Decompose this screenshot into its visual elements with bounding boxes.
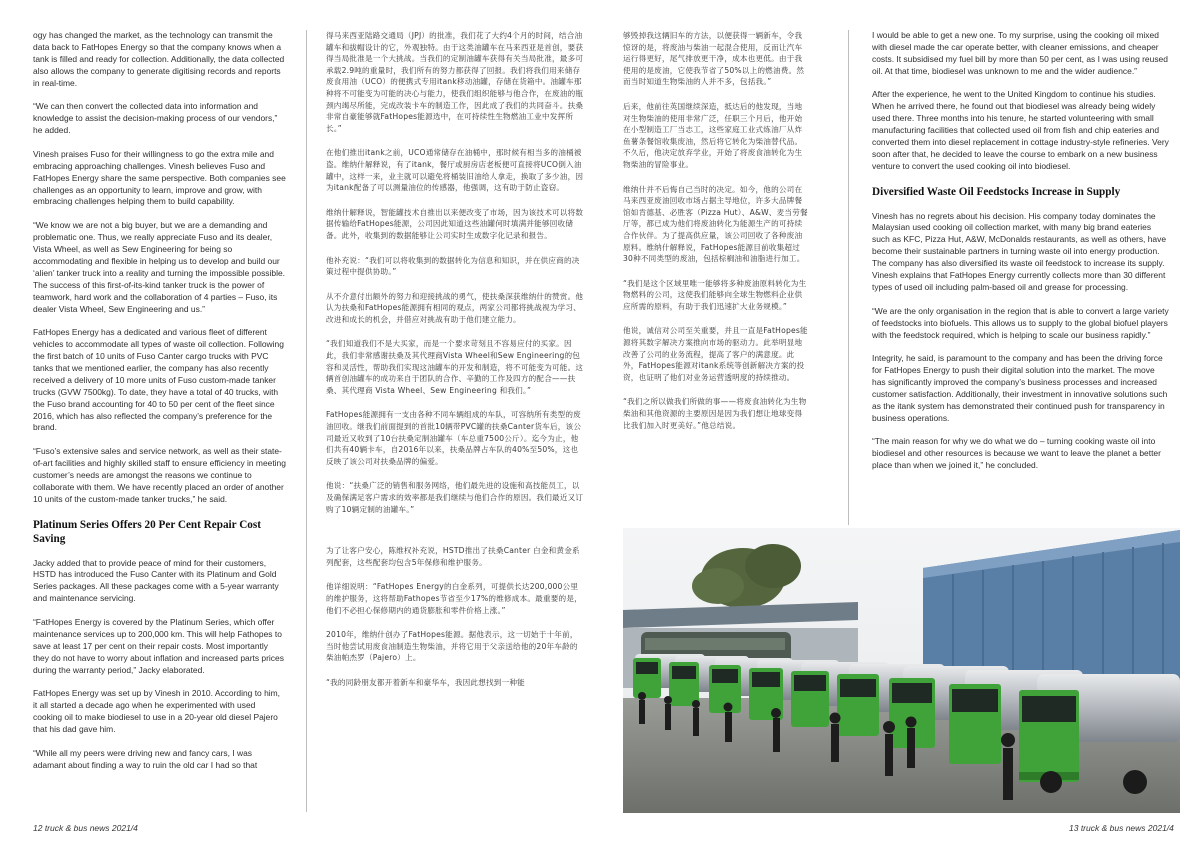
- paragraph: 得马来西亚陆路交通局（JPJ）的批准，我们花了大约4个月的时间，结合油罐车和拔帽设计的它，外观独特。由于这类油罐车在马来西亚是首创，要获得当局批准是一个大挑战。当我们的定制油罐车获得有关当局批准，最多可承载2.9吨的重量时，我们所有的努力都获得了回报。我们将我们用来储存废食用油（UCO）的便携式专用itank移动油罐，存储在货箱中。油罐车那种将不可能变为可能的决心与能力，使我们组织能够与他合作，在废油的瓶颈内竭尽所能，完成改装卡车的制造工作，因此成了我们的共同奋斗。扶桑非常自豪能够就FatHopes能源选中，在可持续性生物燃油工业中发挥所长。”: [326, 31, 584, 133]
- page-footer-right: 13 truck & bus news 2021/4: [1069, 823, 1174, 833]
- column-divider: [306, 30, 307, 812]
- section-heading: Platinum Series Offers 20 Per Cent Repair Cost Saving: [33, 518, 261, 545]
- chinese-column-right: [623, 30, 810, 430]
- paragraph: Integrity, he said, is paramount to the company and has been the driving force for FatHopes Energy to push their digital solution into the market. The move has significantly improved the company’s business processes and increased customer satisfaction. Additionally, their investment in innovative solutions such as the itank system has demonstrated their continued push for transparency in business operations.: [872, 353, 1168, 423]
- paragraph: FatHopes Energy has a dedicated and various fleet of different vehicles to accommodate all types of waste oil collection. Following the first batch of 10 units of Fuso Canter cargo trucks with PVC tanks that we mentioned earlier, the company has also recently received a delivery of 10 more units of Fuso custom-made tanker trucks (GVW 7500kg). To date, they have a total of 40 trucks, with the Fuso brand accounting for 40 to 50 per cent of the fleet since 2016, which has also reflected the company’s preference for the brand.: [33, 327, 284, 433]
- paragraph: 2010年，维纳什创办了FatHopes能源。据他表示，这一切始于十年前，当时他尝试用废食油制造生物柴油，并将它用于父亲送给他的20年车龄的柴油帕杰罗（Pajero）上。: [326, 630, 578, 663]
- truck-fleet-photo: [623, 528, 1180, 813]
- paragraph: “The main reason for why we do what we do – turning cooking waste oil into biodiesel and other resources is because we want to leave the planet a better place than when we joined it,” he concluded.: [872, 436, 1161, 471]
- paragraph: 他说：“扶桑广泛的销售和服务网络，他们最先进的设施和高技能员工，以及确保满足客户需求的效率都是我们继续与他们合作的原因。我们最近又订购了10辆定制的油罐车。”: [326, 481, 584, 514]
- paragraph: 维纳什并不后悔自己当时的决定。如今，他的公司在马来西亚废油回收市场占据主导地位，许多大品牌餐馆如肯德基、必胜客（Pizza Hut）、A&W、麦当劳餐厅等，都已成为他们将废油转化为能源生产的可持续合作伙伴。为了提高供应量，该公司回收了各种废油原料。维纳什解释说，FatHopes能源目前收集超过30种不同类型的废油，包括棕榈油和油脂进行加工。: [623, 184, 808, 264]
- english-column-left: [33, 30, 286, 820]
- paragraph: 后来，他前往英国继续深造，抵达后的他发现，当地对生物柴油的使用非常广泛，任职三个月后，他开始在小型制造工厂当志工，这些家庭工业式炼油厂从炸鱼薯条餐馆收集废油，然后将它转化为柴油替代品。不久后，他决定放弃学业，开始了将废食油转化为生物柴油的冒险事业。: [623, 101, 803, 169]
- paragraph: “While all my peers were driving new and fancy cars, I was adamant about finding a way to ruin the old car I had so that: [33, 747, 258, 770]
- paragraph: Jacky added that to provide peace of mind for their customers, HSTD has introduced the Fuso Canter with its Platinum and Gold Series packages. All these packages come with a 5-year warranty and maintenance servicing.: [33, 557, 279, 604]
- paragraph: 在他们推出itank之前，UCO通常储存在油桶中，那时候有相当多的油桶被盗。维纳什解释说，有了itank，餐厅或厨房店老板便可直接将UCO倒入油罐中，这样一来，业主就可以避免将桶装旧油给人拿走，换取了多少油，因为itank配备了可以测量油位的传感器，他强调，这有助于防止盗窃。: [326, 148, 584, 193]
- paragraph: “我们知道我们不是大买家，而是一个要求苛刻且不容易应付的买家。因此，我们非常感谢扶桑及其代理商Vista Wheel和Sew Engineering的包容和灵活性，帮助我们实现这油罐车的开发和制造，将不可能变为可能。这辆首创油罐车的成功来自于团队的合作、辛勤的工作及四方的配合——扶桑、其代理商 Vista Wheel、Sew Engineering 和我们。”: [326, 339, 584, 395]
- chinese-column-left: [326, 30, 584, 820]
- paragraph: “We know we are not a big buyer, but we are a demanding and problematic one. Thus, we really appreciate Fuso and its dealer, Vista Wheel, as well as Sew Engineering for being so accommodating and flexible in helping us to develop and build our ‘alien’ tanker truck into a reality and turning the impossible possible. The success of this first-of-its-kind tanker truck is the power of teamwork, hard work and the collaboration of 4 parties – Fuso, its dealer Vista Wheel, Sew Engineering and us.”: [33, 220, 286, 314]
- section-heading: Diversified Waste Oil Feedstocks Increase in Supply: [872, 185, 1121, 198]
- paragraph: After the experience, he went to the United Kingdom to continue his studies. When he arrived there, he found out that biodiesel was already being widely used there. Three months into his tenure, he started volunteering with small manufacturing facilities that collected used oil from fish and chip eateries and converted them into diesel replacement in cottage industry-style refineries. Very soon after that, he decided to leave the course to embark on a new business venture to convert the used cooking oil into biodiesel.: [872, 89, 1169, 171]
- english-column-right: [872, 30, 1169, 540]
- paragraph: “我的同龄朋友都开着新车和豪华车，我因此想找到一种能: [326, 677, 525, 687]
- paragraph: 他补充说：“我们可以将收集到的数据转化为信息和知识，并在供应商的决策过程中提供协助。”: [326, 255, 580, 277]
- page-footer-left: 12 truck & bus news 2021/4: [33, 823, 138, 833]
- paragraph: Vinesh has no regrets about his decision. His company today dominates the Malaysian used cooking oil collection market, with many big brand eateries such as KFC, Pizza Hut, A&W, McDonalds restaurants, as well as others, have become their sustainable partners in turning waste oil into energy production. The company has also diversified its waste oil feedstock to increase its supply. Vinesh explains that FatHopes Energy currently collects more than 30 different types of used oil including palm-based oil and grease for processing.: [872, 210, 1167, 292]
- paragraph: FatHopes能源拥有一支由各种不同车辆组成的车队，可容纳所有类型的废油回收。继我们前面提到的首批10辆带PVC罐的扶桑Canter货车后，该公司最近又收到了10台扶桑定制油罐车（车总重7500公斤）。迄今为止，他们共有40辆卡车，自2016年以来，扶桑品牌占车队的40%至50%，这也反映了该公司对扶桑品牌的偏爱。: [326, 410, 582, 466]
- paragraph: “我们是这个区域里唯一能够将多种废油原料转化为生物燃料的公司，这使我们能够向全球生物燃料企业供应所需的原料，有助于我们迅速扩大业务规模。”: [623, 278, 807, 311]
- paragraph: “Fuso’s extensive sales and service network, as well as their state-of-art facilities and highly skilled staff to ensure efficiency in meeting customer’s needs are amongst the reasons we continue to collaborate with them. We have recently placed an order of another 10 units of the custom-made tanker trucks,” he said.: [33, 446, 286, 504]
- paragraph: 够毁掉我这辆旧车的方法，以便获得一辆新车，令我惊讶的是，将废油与柴油一起混合使用，反而让汽车运行得更好，尾气排放更干净，成本也更低。由于我使用的是废油，它使我节省了50%以上的燃油费。然而当时知道生物柴油的人并不多，包括我。”: [623, 31, 805, 87]
- paragraph: Vinesh praises Fuso for their willingness to go the extra mile and embracing approaching challenges. Vinesh believes Fuso and FatHopes Energy share the same perspective. Both companies see challenges as an opportunity to learn, improve and grow, with embracing challenges helping them to build capability.: [33, 148, 286, 207]
- paragraph: 为了让客户安心，陈维权补充说，HSTD推出了扶桑Canter 白金和黄金系列配套，这些配套均包含5年保修和维护服务。: [326, 546, 580, 567]
- paragraph: 他说，诚信对公司至关重要，并且一直是FatHopes能源将其数字解决方案推向市场的驱动力。此举明显地改善了公司的业务流程，提高了客户的满意度。此外，FatHopes能源对itank系统等创新解决方案的投资，也证明了他们对业务运营透明度的持续推动。: [623, 326, 808, 382]
- column-divider: [848, 30, 849, 525]
- paragraph: “FatHopes Energy is covered by the Platinum Series, which offer maintenance services up to 200,000 km. This will help Fathopes to save at least 17 per cent on their repair costs. Most importantly they do not have to worry about inflation and increased parts prices during the warranty period,” Jacky elaborated.: [33, 616, 284, 675]
- paragraph: 从不介意付出额外的努力和迎接挑战的勇气，使扶桑深获维纳什的赞赏。他认为扶桑和FatHopes能源拥有相同的观点，两家公司都将挑战视为学习、改进和成长的机会，并借应对挑战有助于他们建立能力。: [326, 291, 584, 324]
- paragraph: FatHopes Energy was set up by Vinesh in 2010. According to him, it all started a decade ago when he experimented with used cooking oil to make biodiesel to use in a 20-year old diesel Pajero that his dad gave him.: [33, 688, 281, 734]
- paragraph: ogy has changed the market, as the technology can transmit the data back to FatHopes Energy so that the company knows when a tank is filled and ready for collection. Additionally, the data collected also allows the company to generate digitising records and reports in real-time.: [33, 30, 285, 88]
- paragraph: I would be able to get a new one. To my surprise, using the cooking oil mixed with diesel made the car operate better, with cleaner emissions, and cheaper costs. It subsidised my fuel bill by more than 50 per cent, as I was using reused oil. At that time, biodiesel was unknown to me and the wider audience.”: [872, 30, 1168, 76]
- paragraph: “我们之所以做我们所做的事——将废食油转化为生物柴油和其他资源的主要原因是因为我们想让地球变得比我们加入时更美好。”他总结说。: [623, 397, 807, 430]
- paragraph: “We can then convert the collected data into information and knowledge to assist the decision-making process of our vendors,” he added.: [33, 101, 278, 136]
- paragraph: 维纳什解释说，智能罐技术自推出以来便改变了市场，因为该技术可以将数据传输给FatHopes能源，公司因此知道这些油罐何时填满并能够回收储备。此外，收集到的数据能够让公司实时生成数字化记录和报告。: [326, 207, 584, 240]
- paragraph: “We are the only organisation in the region that is able to convert a large variety of feedstocks into biofuels. This allows us to supply to the global biofuel players with the feedstock required, which is helping to scale our business rapidly.”: [872, 305, 1169, 340]
- paragraph: 他详细说明：“FatHopes Energy的白金系列，可提供长达200,000公里的维护服务，这将帮助Fathopes节省至少17%的维修成本。最重要的是，他们不必担心保修期内的通货膨胀和零件价格上涨。”: [326, 582, 582, 615]
